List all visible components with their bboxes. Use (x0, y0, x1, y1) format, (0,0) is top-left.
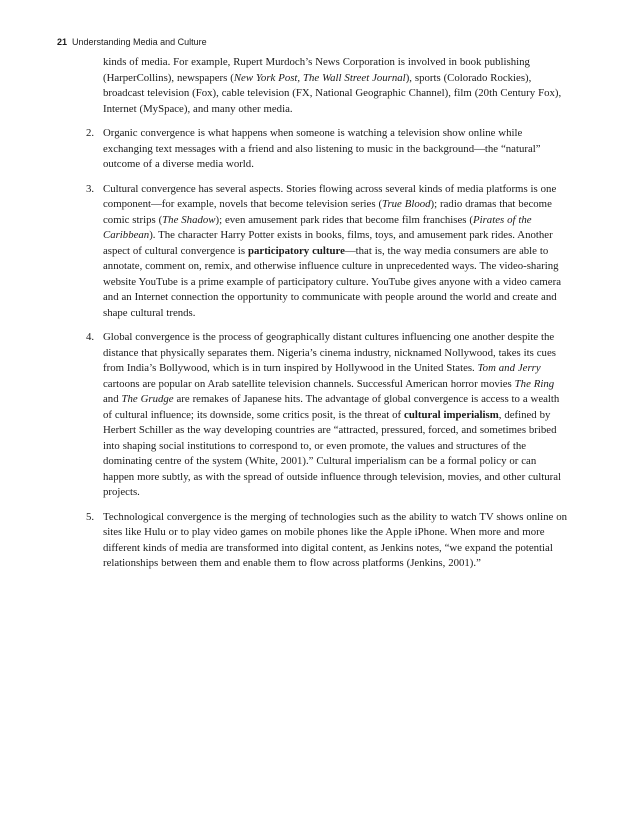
text-run: , defined by Herbert Schiller as the way developing countries are “attracted, pressured, forced, and sometimes bribed into shaping social institutions to correspond to, or even promote, the values and structures of the dominating centre of the system (White, 2001).” Cultural imperialism can be a formal policy or can happen more subtly, as with the spread of outside influence through television, movies, and other cultural projects. (103, 408, 562, 498)
list-item-number: 3. (86, 182, 95, 195)
text-run: Global convergence is the process of geographically distant cultures influencing one another despite the distance that physically separates them. Nigeria’s cinema industry, nicknamed Nollywood, takes its cues from India’s Bollywood, which is in turn inspired by Hollywood in the United States. (103, 331, 556, 374)
text-run: ). The character Harry Potter exists in books, films, toys, and amusement park rides. Another aspect of cultural convergence is (103, 229, 553, 257)
book-title: Understanding Media and Culture (72, 37, 207, 47)
text-run: ); radio dramas that become comic strips ( (103, 198, 552, 226)
list-item-number: 4. (86, 331, 95, 343)
text-run: Pirates of the Caribbean (103, 213, 532, 241)
list-item (86, 182, 567, 322)
text-run: cultural imperialism (404, 408, 499, 421)
list-item-number: 5. (86, 510, 95, 523)
text-run: The Ring (514, 377, 555, 390)
list-item (86, 55, 567, 117)
list-item-text (103, 55, 567, 117)
list-item-text (103, 510, 567, 572)
text-run: The Shadow (162, 213, 216, 226)
text-run: Cultural convergence has several aspects. Stories flowing across several kinds of media platforms is one component—for example, novels that become television series ( (103, 182, 557, 210)
text-run: ); even amusement park rides that become film franchises ( (215, 213, 473, 226)
text-run: cartoons are popular on Arab satellite television channels. Successful American horror movies (103, 377, 515, 390)
text-run: New York Post, The Wall Street Journal (233, 71, 406, 84)
list-item-text (103, 182, 567, 322)
text-run: The Grudge (121, 393, 174, 405)
list-item (86, 126, 567, 173)
text-run: —that is, the way media consumers are able to annotate, comment on, remix, and otherwise influence culture in unprecedented ways. The video-sharing website YouTube is a prime example of participatory culture. YouTube gives anyone with a video camera and an Internet connection the opportunity to communicate with people around the world and create and shape cultural trends. (103, 244, 561, 319)
text-run: Technological convergence is the merging of technologies such as the ability to watch TV shows online on sites like Hulu or to play video games on mobile phones like the Apple iPhone. When more and more different kinds of media are transformed into digital content, as Jenkins notes, “we expand the potential relationships between them and enable them to flow across platforms (Jenkins, 2001).” (103, 510, 568, 569)
list-item-text (103, 126, 567, 173)
list-item-text (103, 330, 567, 501)
list-item (86, 330, 567, 501)
list-item-number: 2. (86, 127, 95, 139)
text-run: and (103, 393, 122, 405)
text-run: participatory culture (248, 244, 345, 257)
text-run: kinds of media. For example, Rupert Murdoch’s News Corporation is involved in book publishing (HarperCollins), newspapers ( (103, 56, 530, 84)
page-number: 21 (57, 37, 68, 47)
text-run: True Blood (382, 198, 431, 210)
list-item (86, 510, 567, 572)
text-run: are remakes of Japanese hits. The advantage of global convergence is access to a wealth of cultural influence; its downside, some critics posit, is the threat of (103, 393, 560, 421)
text-run: Organic convergence is what happens when someone is watching a television show online while exchanging text messages with a friend and also listening to music in the background—the “natural” outcome of a diverse media world. (103, 127, 541, 170)
page-header (57, 37, 207, 48)
text-run: Tom and Jerry (477, 362, 541, 374)
numbered-list (86, 55, 567, 572)
text-run: ), sports (Colorado Rockies), broadcast television (Fox), cable television (FX, National Geographic Channel), film (20th Century Fox), Internet (MySpace), and many other media. (103, 71, 562, 115)
